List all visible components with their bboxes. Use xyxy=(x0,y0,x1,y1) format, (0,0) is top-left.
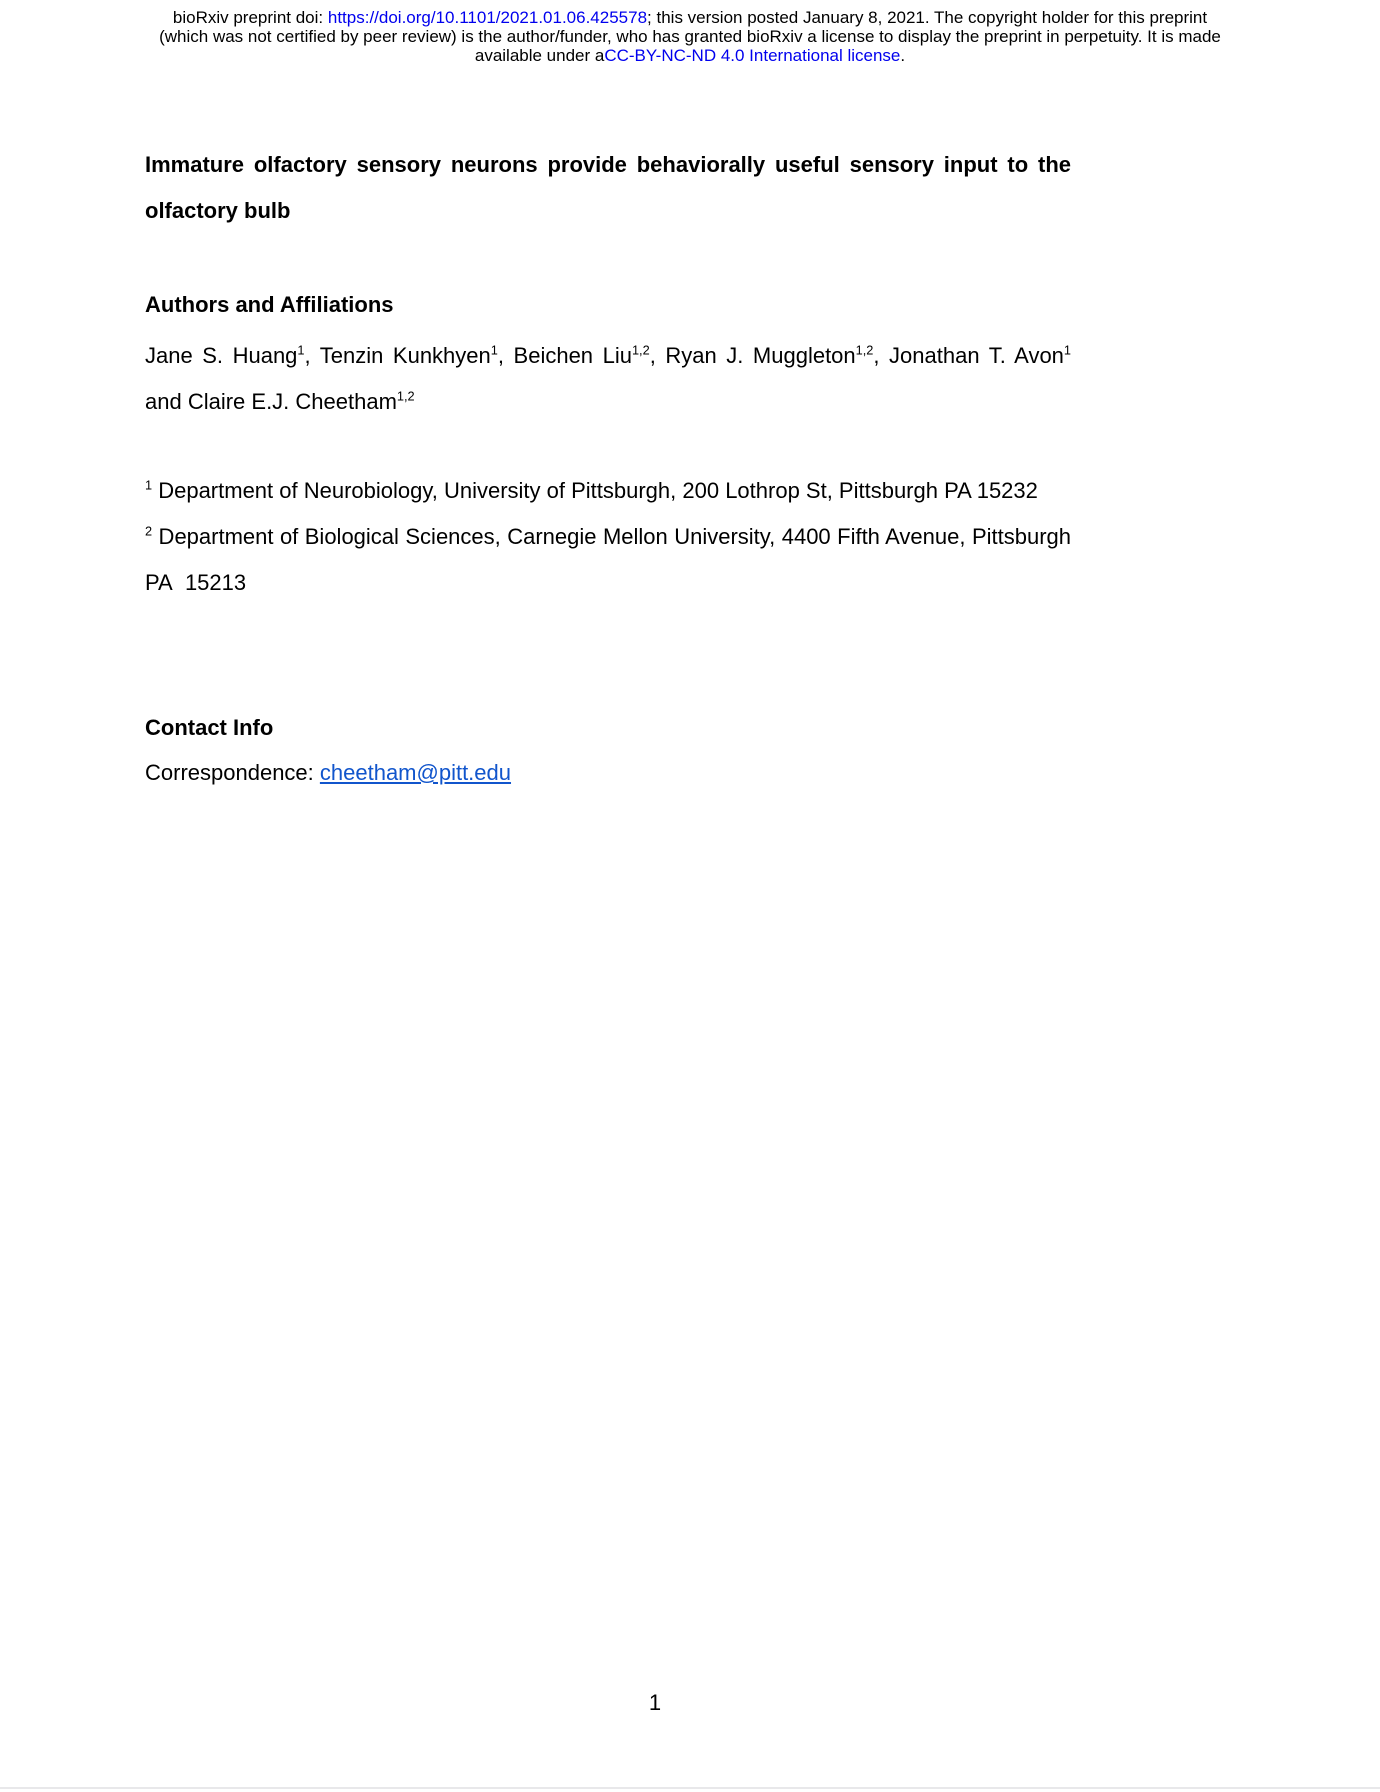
contact-info-heading: Contact Info xyxy=(145,715,274,740)
text-run: , Tenzin Kunkhyen xyxy=(304,343,491,368)
license-link[interactable]: CC-BY-NC-ND 4.0 International license xyxy=(604,46,901,65)
affiliation-1 xyxy=(145,468,1071,514)
authors-affiliations-heading: Authors and Affiliations xyxy=(145,292,394,317)
text-run: . xyxy=(900,46,906,65)
text-run: bioRxiv preprint doi: xyxy=(172,8,328,27)
text-run: , Ryan J. Muggleton xyxy=(649,343,856,368)
text-run: , Beichen Liu xyxy=(497,343,632,368)
text-run: available under a xyxy=(474,46,605,65)
superscript-text: 1,2 xyxy=(631,342,650,358)
text-run: (which was not certified by peer review) is the author/funder, who has granted bioRxiv a license to display the preprint in perpetuity. It is made xyxy=(159,27,1221,46)
superscript-text: 1 xyxy=(490,342,498,358)
doi-link[interactable]: https://doi.org/10.1101/2021.01.06.425578 xyxy=(327,8,648,27)
text-run: , Jonathan T. Avon xyxy=(873,343,1064,368)
superscript-text: 2 xyxy=(145,523,153,539)
superscript-text: 1,2 xyxy=(396,388,415,404)
header-line xyxy=(40,27,1340,46)
page-boundary-line xyxy=(0,1787,1380,1789)
header-line xyxy=(40,8,1340,27)
biorxiv-header-notice xyxy=(40,8,1340,65)
text-run: Department of Neurobiology, University of Pittsburgh, 200 Lothrop St, Pittsburgh PA 15232 xyxy=(152,478,1038,503)
page-number: 1 xyxy=(648,1690,662,1715)
text-run: Correspondence: xyxy=(145,760,320,785)
text-run: and Claire E.J. Cheetham xyxy=(145,389,397,414)
paper-title: Immature olfactory sensory neurons provide behaviorally useful sensory input to the olfactory bulb xyxy=(145,152,1071,223)
superscript-text: 1 xyxy=(145,477,153,493)
header-line xyxy=(40,46,1340,65)
superscript-text: 1 xyxy=(1063,342,1072,358)
affiliations-section xyxy=(145,468,1071,606)
text-run: Department of Biological Sciences, Carnegie Mellon University, 4400 Fifth Avenue, Pittsburgh PA 15213 xyxy=(145,524,1071,595)
text-run: Jane S. Huang xyxy=(145,343,298,368)
author-list xyxy=(145,333,1071,425)
correspondence-line xyxy=(145,750,1071,796)
email-link[interactable]: cheetham@pitt.edu xyxy=(319,760,512,785)
superscript-text: 1 xyxy=(297,342,305,358)
text-run: ; this version posted January 8, 2021. The copyright holder for this preprint xyxy=(647,8,1208,27)
affiliation-2 xyxy=(145,514,1071,606)
superscript-text: 1,2 xyxy=(855,342,874,358)
